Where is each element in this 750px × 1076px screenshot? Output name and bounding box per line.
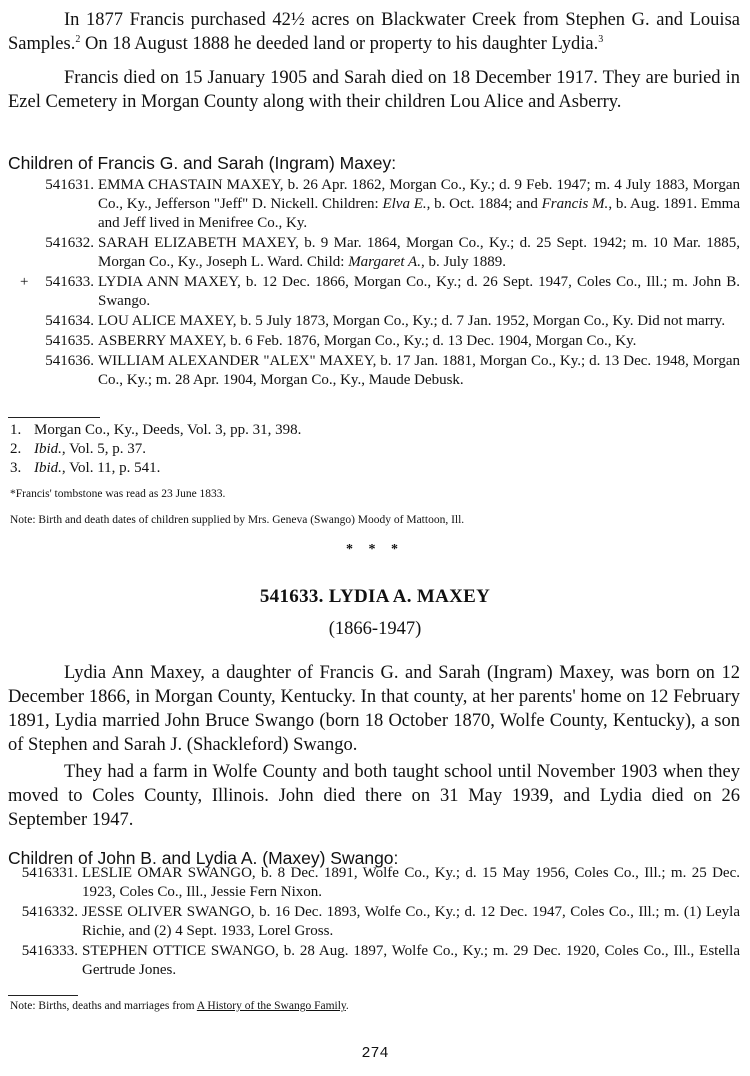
- child-text: ASBERRY MAXEY, b. 6 Feb. 1876, Morgan Co., Ky.; d. 13 Dec. 1904, Morgan Co., Ky.: [98, 333, 637, 349]
- child-details: [98, 273, 740, 311]
- footnote-text: , Vol. 5, p. 37.: [61, 441, 146, 457]
- child-entry: [0, 312, 750, 331]
- intro-paragraph-1: [8, 8, 740, 56]
- intro-p1-text-a: In 1877 Francis purchased 42½ acres on Blackwater Creek from Stephen G. and Louisa Samples.: [8, 10, 740, 54]
- footnote: [10, 420, 301, 440]
- child-text: LESLIE OMAR SWANGO, b. 8 Dec. 1891, Wolfe Co., Ky.; d. 15 May 1956, Coles Co., Ill.; m. 25 Dec. 1923, Coles Co., Ill., Jessie Fern Nixon.: [82, 865, 740, 900]
- children-list-2: [0, 864, 750, 981]
- children-heading-2: Children of John B. and Lydia A. (Maxey) Swango:: [8, 848, 399, 868]
- child-text: , b. July 1889.: [420, 254, 506, 270]
- child-details: [98, 332, 740, 351]
- child-details: [82, 942, 740, 980]
- child-text: , b. Aug. 1891. Emma and Jeff lived in Menifree Co., Ky.: [98, 196, 740, 231]
- child-text: , b. Oct. 1884; and: [426, 196, 542, 212]
- child-number: 541635.: [45, 333, 94, 349]
- child-details: [82, 864, 740, 902]
- child-entry: [0, 864, 750, 902]
- children-heading-1: Children of Francis G. and Sarah (Ingram) Maxey:: [8, 153, 397, 173]
- child-text: SARAH ELIZABETH MAXEY, b. 9 Mar. 1864, Morgan Co., Ky.; d. 25 Sept. 1942; m. 10 Mar. 1885, Morgan Co., Ky., Joseph L. Ward. Child:: [98, 235, 740, 270]
- child-details: [98, 312, 740, 331]
- source-note-post: .: [345, 1000, 349, 1012]
- child-details: [98, 352, 740, 390]
- footnote-number: 2.: [10, 441, 22, 457]
- footnote-text: Morgan Co., Ky., Deeds, Vol. 3, pp. 31, 398.: [34, 422, 302, 438]
- footnote-text: , Vol. 11, p. 541.: [61, 460, 161, 476]
- footnote-number: 3.: [10, 460, 22, 476]
- footnote-number: 1.: [10, 422, 22, 438]
- child-text: STEPHEN OTTICE SWANGO, b. 28 Aug. 1897, Wolfe Co., Ky.; m. 29 Dec. 1920, Coles Co., Ill., Estella Gertrude Jones.: [82, 943, 740, 978]
- dates-source-note: Note: Birth and death dates of children supplied by Mrs. Geneva (Swango) Moody of Mattoon, Ill.: [10, 514, 465, 526]
- child-number: 541636.: [45, 353, 94, 369]
- child-number: 541633.: [45, 274, 94, 290]
- child-text: EMMA CHASTAIN MAXEY, b. 26 Apr. 1862, Morgan Co., Ky.; d. 9 Feb. 1947; m. 4 July 1883, Morgan Co., Ky., Jefferson "Jeff" D. Nickell. Children:: [98, 177, 740, 212]
- child-number: 541631.: [45, 177, 94, 193]
- section-paragraph-1: [8, 661, 740, 757]
- section-separator: * * *: [346, 542, 404, 557]
- children-list-1: [0, 176, 750, 391]
- intro-paragraph-2: [8, 66, 740, 114]
- intro-p2-text: Francis died on 15 January 1905 and Sarah died on 18 December 1917. They are buried in Ezel Cemetery in Morgan County along with their children Lou Alice and Asberry.: [8, 68, 740, 112]
- section-p2-text: They had a farm in Wolfe County and both taught school until November 1903 when they moved to Coles County, Illinois. John died there on 31 May 1939, and Lydia died on 26 September 1947.: [8, 762, 740, 830]
- footnote-ref-2: 2: [75, 33, 81, 45]
- child-text: LOU ALICE MAXEY, b. 5 July 1873, Morgan Co., Ky.; d. 7 Jan. 1952, Morgan Co., Ky. Did not marry.: [98, 313, 726, 329]
- footnote-ref-3: 3: [598, 33, 604, 45]
- child-entry: [0, 332, 750, 351]
- footnote-ibid: Ibid.: [34, 460, 62, 476]
- child-details: [98, 176, 740, 233]
- footnote-ibid: Ibid.: [34, 441, 62, 457]
- source-note-title: A History of the Swango Family: [196, 1000, 346, 1012]
- section-p1-text: Lydia Ann Maxey, a daughter of Francis G. and Sarah (Ingram) Maxey, was born on 12 December 1866, in Morgan County, Kentucky. In that county, at her parents' home on 12 February 1891, Lydia married John Bruce Swango (born 18 October 1870, Wolfe County, Kentucky), a son of Stephen and Sarah J. (Shackleford) Swango.: [8, 663, 740, 755]
- footnote: [10, 439, 146, 459]
- source-note-rule: [8, 995, 78, 996]
- page-number: 274: [361, 1045, 389, 1062]
- child-number: 541632.: [45, 235, 94, 251]
- footnote-rule: [8, 417, 100, 418]
- child-text: JESSE OLIVER SWANGO, b. 16 Dec. 1893, Wolfe Co., Ky.; d. 12 Dec. 1947, Coles Co., Ill.; m. (1) Leyla Richie, and (2) 4 Sept. 1933, Lorel Gross.: [82, 904, 740, 939]
- child-entry: [0, 352, 750, 390]
- child-details: [82, 903, 740, 941]
- child-entry: [0, 903, 750, 941]
- child-number: 5416332.: [21, 904, 78, 920]
- source-note: [10, 999, 349, 1013]
- child-number: 541634.: [45, 313, 94, 329]
- child-entry: [0, 234, 750, 272]
- child-entry: [0, 942, 750, 980]
- section-title: 541633. LYDIA A. MAXEY: [259, 586, 491, 607]
- child-number: 5416331.: [21, 865, 78, 881]
- lineage-marker: +: [20, 274, 29, 290]
- child-entry: [0, 273, 750, 311]
- child-details: [98, 234, 740, 272]
- child-name-italic: Elva E.: [382, 196, 427, 212]
- child-entry: [0, 176, 750, 233]
- child-name-italic: Francis M.: [541, 196, 609, 212]
- child-number: 5416333.: [21, 943, 78, 959]
- section-paragraph-2: [8, 760, 740, 832]
- intro-p1-text-b: On 18 August 1888 he deeded land or property to his daughter Lydia.: [80, 34, 599, 54]
- child-text: LYDIA ANN MAXEY, b. 12 Dec. 1866, Morgan Co., Ky.; d. 26 Sept. 1947, Coles Co., Ill.; m. John B. Swango.: [98, 274, 740, 309]
- tombstone-note: *Francis' tombstone was read as 23 June 1833.: [10, 488, 226, 500]
- source-note-pre: Note: Births, deaths and marriages from: [10, 1000, 197, 1012]
- footnote: [10, 458, 160, 478]
- child-text: WILLIAM ALEXANDER "ALEX" MAXEY, b. 17 Jan. 1881, Morgan Co., Ky.; d. 13 Dec. 1948, Morgan Co., Ky.; m. 28 Apr. 1904, Morgan Co., Ky., Maude Debusk.: [98, 353, 740, 388]
- section-dates: (1866-1947): [328, 619, 422, 639]
- child-name-italic: Margaret A.: [348, 254, 421, 270]
